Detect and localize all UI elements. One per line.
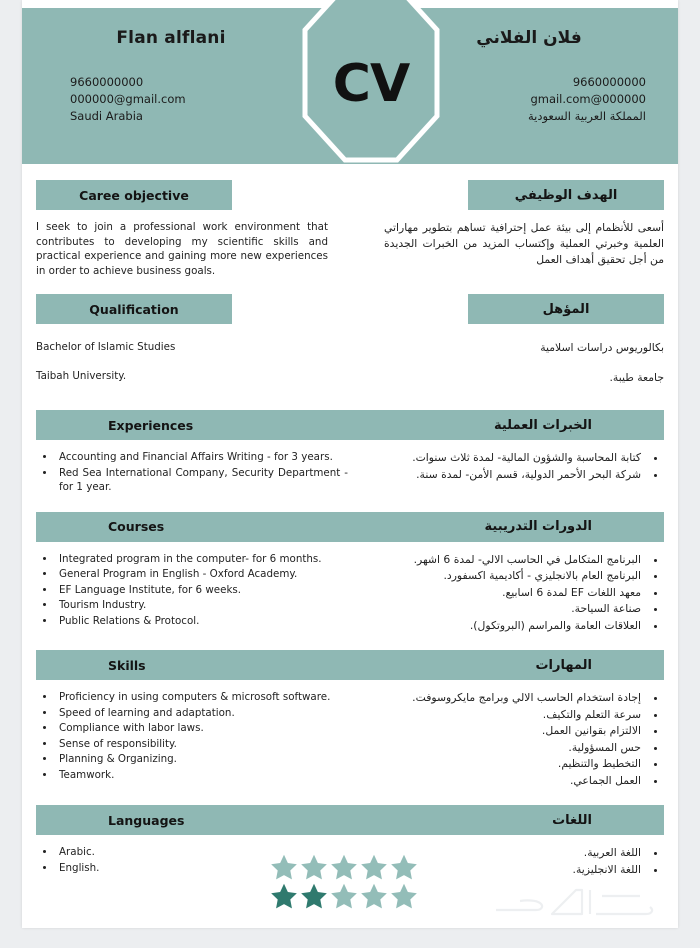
rating-row-english [270,882,430,910]
list-item: • صناعة السياحة. [364,601,644,617]
email-english: 000000@gmail.com [70,92,186,106]
list-item: • معهد اللغات EF لمدة 6 اسابيع. [364,585,644,601]
section-title-skills-ar: المهارات [535,657,592,673]
objective-text-en: I seek to join a professional work environment that contributes to developing my scientific skills and practical experience and gaining more new experiences in order to achieve business goals. [36,221,328,277]
list-item: • Sense of responsibility. [56,737,348,752]
skills-list-en [36,690,348,782]
section-header-languages [36,805,664,835]
list-item: • Arabic. [56,845,348,860]
rating-row-arabic [270,853,430,881]
list-item: • Compliance with labor laws. [56,721,348,736]
star-icon [360,882,388,910]
list-item: • كتابة المحاسبة والشؤون المالية- لمدة ثلاث سنوات. [364,450,644,466]
bar-objective-ar [468,180,664,210]
bar-qualification-en [36,294,232,324]
name-arabic: فلان الفلاني [476,28,582,48]
qualification-university-ar: جامعة طيبة. [609,371,664,384]
list-item: • Speed of learning and adaptation. [56,706,348,721]
section-body-courses [22,552,678,635]
list-item: • العلاقات العامة والمراسم (البروتكول). [364,618,644,634]
phone-english: 9660000000 [70,75,144,89]
section-title-qualification-ar: المؤهل [542,301,590,317]
list-item: • حس المسؤولية. [364,740,644,756]
section-title-languages-ar: اللغات [552,812,592,828]
section-body-objective [22,220,678,278]
courses-list-en [36,552,348,629]
section-body-qualification [22,340,678,400]
star-icon [270,853,298,881]
star-icon [360,853,388,881]
section-title-skills-en: Skills [108,657,146,673]
list-item: • البرنامج المتكامل في الحاسب الالي- لمدة 6 اشهر. [364,552,644,568]
bar-qualification-ar [468,294,664,324]
courses-list-ar [364,552,664,634]
list-item: • اللغة الانجليزية. [364,862,644,878]
qualification-degree-en: Bachelor of Islamic Studies [36,341,176,353]
section-title-languages-en: Languages [108,812,185,828]
star-icon [330,853,358,881]
section-title-experiences-ar: الخبرات العملية [493,417,592,433]
qualification-degree-ar: بكالوريوس دراسات اسلامية [540,341,664,354]
cv-octagon-badge [300,0,442,164]
section-body-experiences [22,450,678,496]
list-item: • العمل الجماعي. [364,773,644,789]
list-item: • Teamwork. [56,768,348,783]
list-item: • Public Relations & Protocol. [56,614,348,629]
list-item: • التخطيط والتنظيم. [364,756,644,772]
section-header-skills [36,650,664,680]
experiences-list-ar [364,450,664,482]
star-icon [270,882,298,910]
list-item: • اللغة العربية. [364,845,644,861]
email-arabic: 000000@gmail.com [530,92,646,106]
qualification-university-en: Taibah University. [36,369,127,382]
list-item: • سرعة التعلم والتكيف. [364,707,644,723]
section-title-objective-en: Caree objective [79,187,189,203]
section-header-objective [22,180,678,210]
resume-content [22,164,678,878]
list-item: • شركة البحر الأحمر الدولية، قسم الأمن- لمدة سنة. [364,467,644,483]
section-title-courses-ar: الدورات التدريبية [484,519,592,534]
name-english: Flan alflani [116,28,226,48]
list-item: • إجادة استخدام الحاسب الالي وبرامج مايكروسوفت. [364,690,644,706]
section-body-skills [22,690,678,789]
star-icon [330,882,358,910]
experiences-list-en [36,450,348,495]
list-item: • EF Language Institute, for 6 weeks. [56,583,348,598]
skills-list-ar [364,690,664,788]
section-header-experiences [36,410,664,440]
list-item: • Proficiency in using computers & microsoft software. [56,690,348,705]
star-icon [300,882,328,910]
list-item: • الالتزام بقوانين العمل. [364,723,644,739]
bar-objective-en [36,180,232,210]
watermark-logo-icon [490,880,660,922]
list-item: • Accounting and Financial Affairs Writing - for 3 years. [56,450,348,465]
section-title-courses-en: Courses [108,519,165,534]
list-item: • English. [56,861,348,876]
list-item: • Planning & Organizing. [56,752,348,767]
list-item: • البرنامج العام بالانجليزي - أكاديمية اكسفورد. [364,568,644,584]
section-title-qualification-en: Qualification [89,301,179,317]
section-body-languages [22,845,678,878]
country-arabic: المملكة العربية السعودية [528,109,646,123]
language-rating-stars [270,853,430,911]
country-english: Saudi Arabia [70,109,143,123]
star-icon [390,882,418,910]
phone-arabic: 9660000000 [572,75,646,89]
section-title-experiences-en: Experiences [108,417,194,433]
resume-page [22,0,678,928]
list-item: • Red Sea International Company, Security Department - for 1 year. [56,466,348,495]
section-header-courses [36,512,664,542]
star-icon [390,853,418,881]
list-item: • General Program in English - Oxford Academy. [56,567,348,582]
section-header-qualification [22,294,678,324]
cv-badge-text: CV [332,54,410,114]
objective-text-ar: أسعى للأنظمام إلى بيئة عمل إحترافية تساهم بتطوير مهاراتي العلمية وخبرتي العملية وإكتساب المزيد من الخبرات الجديدة من أجل تحقيق أهداف العمل [384,221,664,266]
list-item: • Integrated program in the computer- for 6 months. [56,552,348,567]
header-english-block [46,28,296,125]
list-item: • Tourism Industry. [56,598,348,613]
section-title-objective-ar: الهدف الوظيفي [514,187,618,203]
star-icon [300,853,328,881]
